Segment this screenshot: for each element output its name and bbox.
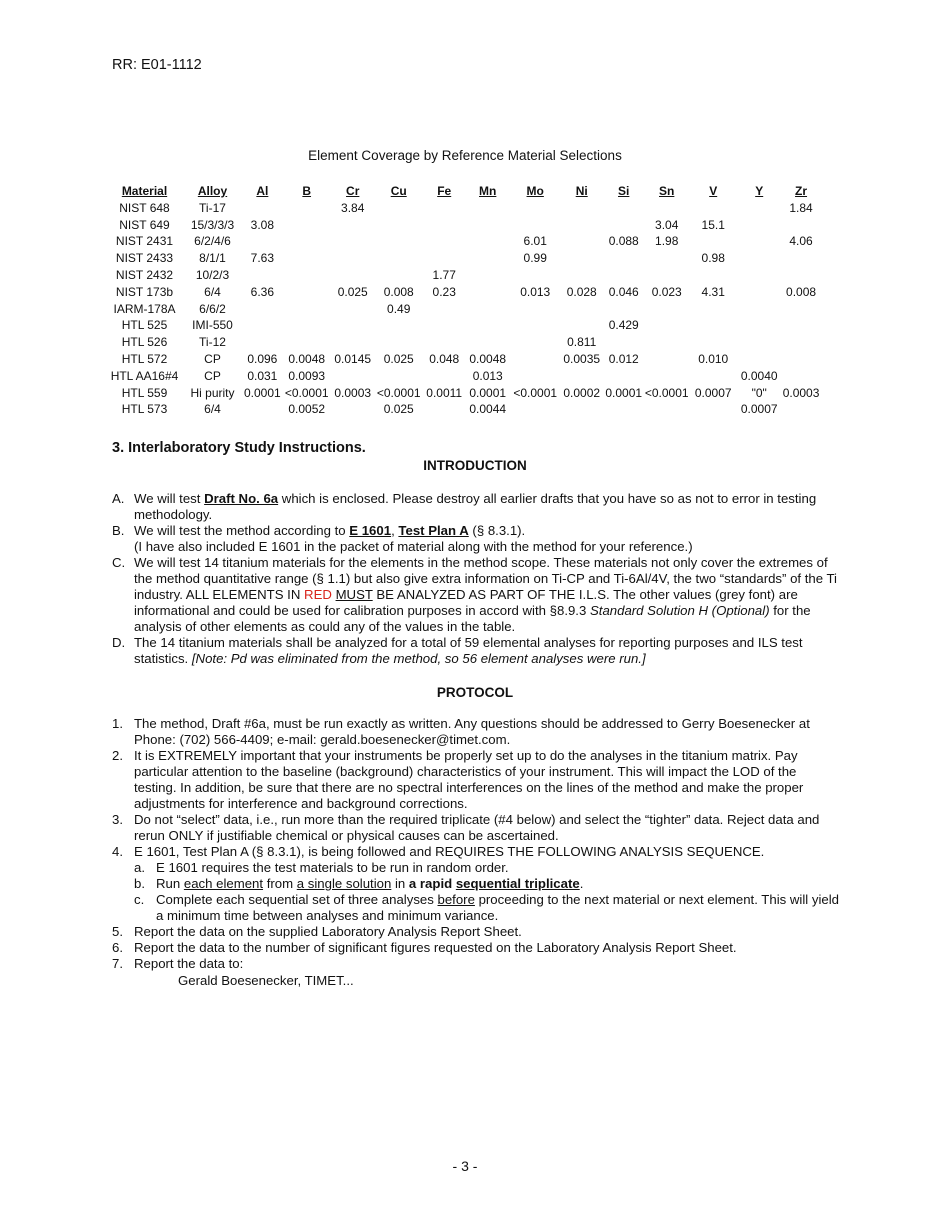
value-cell: 0.0011	[426, 385, 463, 400]
item-text: Report the data to the number of significant figures requested on the Laboratory Analysis Report Sheet.	[134, 940, 737, 955]
value-cell	[244, 301, 281, 318]
value-cell: 7.63	[250, 251, 275, 266]
value-cell: 0.0001	[244, 385, 281, 400]
value-cell	[512, 351, 559, 368]
value-cell	[783, 334, 820, 351]
value-cell	[244, 200, 281, 217]
value-cell	[464, 317, 512, 334]
value-cell	[559, 401, 605, 418]
value-cell: 0.023	[651, 284, 682, 299]
value-cell	[281, 200, 333, 217]
value-cell	[643, 351, 691, 368]
value-cell: 3.84	[341, 200, 365, 215]
table-row	[108, 233, 819, 250]
value-cell	[512, 401, 559, 418]
value-cell	[605, 401, 643, 418]
value-cell: 15.1	[701, 217, 725, 232]
value-cell	[783, 368, 820, 385]
list-marker: b.	[134, 876, 145, 891]
value-cell	[512, 301, 559, 318]
alloy-cell: 6/2/4/6	[194, 234, 231, 249]
value-cell	[736, 351, 783, 368]
column-header: Cr	[346, 184, 360, 198]
sub-list-item	[134, 876, 840, 892]
list-marker: 7.	[112, 956, 123, 971]
material-cell: HTL 572	[121, 351, 168, 366]
value-cell	[605, 217, 643, 234]
value-cell	[512, 217, 559, 234]
value-cell	[643, 334, 691, 351]
value-cell	[643, 368, 691, 385]
value-cell	[691, 233, 736, 250]
report-recipient: Gerald Boesenecker, TIMET...	[178, 973, 354, 988]
value-cell	[783, 250, 820, 267]
list-marker: B.	[112, 523, 125, 538]
value-cell	[333, 401, 373, 418]
value-cell	[736, 267, 783, 284]
value-cell	[281, 250, 333, 267]
value-cell	[736, 250, 783, 267]
material-cell: HTL AA16#4	[110, 368, 179, 383]
value-cell	[643, 250, 691, 267]
column-header: Mn	[479, 184, 497, 198]
alloy-cell: 6/6/2	[199, 301, 226, 316]
item-text: Complete each sequential set of three analyses	[156, 892, 438, 907]
introduction-list	[112, 491, 840, 667]
introduction-heading: INTRODUCTION	[423, 458, 527, 473]
material-cell: HTL 526	[121, 335, 168, 350]
value-cell	[643, 317, 691, 334]
material-cell: HTL 559	[121, 385, 168, 400]
item-text: in	[391, 876, 409, 891]
column-header: Alloy	[197, 184, 228, 198]
list-item	[112, 812, 840, 844]
value-cell	[464, 233, 512, 250]
value-cell	[244, 334, 281, 351]
value-cell	[464, 267, 512, 284]
table-row	[108, 385, 819, 402]
value-cell	[373, 217, 425, 234]
value-cell	[425, 233, 464, 250]
item-text: which is enclosed. Please destroy all earlier drafts that you have so as not to error in testing methodology.	[134, 491, 817, 522]
value-cell	[425, 301, 464, 318]
value-cell	[281, 233, 333, 250]
table-row	[108, 317, 819, 334]
value-cell: 0.048	[429, 351, 460, 366]
value-cell: 0.0052	[288, 402, 326, 417]
list-item	[112, 940, 840, 956]
value-cell: 0.008	[786, 284, 817, 299]
value-cell: 3.04	[655, 217, 679, 232]
value-cell	[783, 217, 820, 234]
value-cell	[333, 267, 373, 284]
value-cell	[464, 200, 512, 217]
alloy-cell: Ti-12	[199, 335, 226, 350]
value-cell: 1.84	[789, 200, 813, 215]
value-cell: 0.0001	[469, 385, 507, 400]
value-cell: 0.0048	[469, 351, 507, 366]
section-heading: 3. Interlaboratory Study Instructions.	[112, 440, 366, 456]
table-row	[108, 351, 819, 368]
value-cell	[425, 334, 464, 351]
value-cell	[464, 334, 512, 351]
value-cell	[373, 250, 425, 267]
value-cell: 0.0044	[469, 402, 507, 417]
page-number: - 3 -	[452, 1158, 478, 1174]
value-cell: 0.088	[608, 234, 639, 249]
list-item	[112, 491, 840, 523]
red-emphasis: RED	[304, 587, 332, 602]
element-coverage-table	[108, 183, 819, 418]
list-item	[112, 635, 840, 667]
alloy-cell: Ti-17	[199, 200, 226, 215]
column-header: Y	[755, 184, 764, 198]
value-cell	[512, 200, 559, 217]
list-marker: C.	[112, 555, 126, 570]
value-cell	[333, 368, 373, 385]
value-cell	[281, 317, 333, 334]
value-cell: 0.0002	[563, 385, 601, 400]
column-header: Fe	[437, 184, 452, 198]
value-cell	[244, 233, 281, 250]
value-cell: 0.0093	[288, 368, 326, 383]
item-text: Report the data to:	[134, 956, 244, 971]
table-row	[108, 284, 819, 301]
value-cell: "0"	[751, 385, 767, 400]
value-cell	[464, 301, 512, 318]
item-text: It is EXTREMELY important that your instruments be properly set up to do the analyses in the titanium matrix. Pay particular attention to the baseline (background) characteristics of your instrument. This will impact the LOD of the testing. In addition, be sure that there are no spectral interferences on the lines of the method and make the proper adjustments for interference and background corrections.	[134, 748, 804, 811]
value-cell	[281, 267, 333, 284]
value-cell	[281, 284, 333, 301]
sub-list-item	[134, 892, 840, 924]
column-header: Zr	[795, 184, 808, 198]
value-cell: 3.08	[250, 217, 275, 232]
list-item	[112, 844, 840, 924]
value-cell	[425, 401, 464, 418]
value-cell	[783, 317, 820, 334]
item-text: Report the data on the supplied Laboratory Analysis Report Sheet.	[134, 924, 522, 939]
item-text: We will test the method according to	[134, 523, 350, 538]
value-cell: <0.0001	[284, 385, 329, 400]
material-cell: IARM-178A	[113, 301, 176, 316]
column-header: Ni	[575, 184, 588, 198]
value-cell: 0.0048	[288, 351, 326, 366]
material-cell: NIST 2433	[115, 251, 174, 266]
value-cell	[736, 284, 783, 301]
value-cell	[736, 200, 783, 217]
value-cell: 0.013	[520, 284, 551, 299]
value-cell: 4.31	[701, 284, 725, 299]
material-cell: HTL 573	[121, 402, 168, 417]
value-cell	[373, 334, 425, 351]
value-cell	[281, 301, 333, 318]
list-item	[112, 555, 840, 635]
italic-reference: Standard Solution H (Optional)	[589, 603, 770, 618]
value-cell	[736, 233, 783, 250]
value-cell	[333, 217, 373, 234]
value-cell	[281, 217, 333, 234]
value-cell	[425, 317, 464, 334]
value-cell: 0.028	[566, 284, 597, 299]
value-cell	[559, 233, 605, 250]
column-header: Mo	[526, 184, 544, 198]
value-cell	[373, 200, 425, 217]
value-cell	[605, 368, 643, 385]
value-cell	[691, 267, 736, 284]
column-header: Al	[256, 184, 269, 198]
sub-list-item	[134, 860, 840, 876]
alloy-cell: IMI-550	[192, 318, 233, 333]
list-marker: D.	[112, 635, 126, 650]
value-cell	[605, 301, 643, 318]
value-cell	[736, 317, 783, 334]
value-cell: 0.99	[523, 251, 547, 266]
alloy-cell: 6/4	[204, 284, 221, 299]
item-text: ,	[391, 523, 399, 538]
item-text: BE ANALYZED AS PART OF THE I.L.S. The other values (grey font) are informational and could be used for calibration purposes in accord with §8.9.3	[134, 587, 798, 618]
list-marker: c.	[134, 892, 145, 907]
column-header: V	[709, 184, 718, 198]
underlined-text: each element	[183, 876, 264, 891]
value-cell	[643, 267, 691, 284]
item-text: The method, Draft #6a, must be run exactly as written. Any questions should be addressed to Gerry Boesenecker at Phone: (702) 566-4409; e-mail: gerald.boesenecker@timet.com.	[134, 716, 810, 747]
material-cell: NIST 648	[119, 200, 170, 215]
list-marker: 2.	[112, 748, 123, 763]
column-header: Si	[618, 184, 630, 198]
list-marker: 1.	[112, 716, 123, 731]
table-row	[108, 334, 819, 351]
value-cell: <0.0001	[644, 385, 689, 400]
value-cell	[244, 317, 281, 334]
value-cell	[464, 250, 512, 267]
list-item	[112, 523, 840, 555]
value-cell	[605, 334, 643, 351]
value-cell: 0.046	[608, 284, 639, 299]
table-row	[108, 301, 819, 318]
value-cell: 0.0003	[782, 385, 820, 400]
value-cell: 1.98	[655, 234, 679, 249]
value-cell	[373, 368, 425, 385]
value-cell: 0.98	[701, 251, 725, 266]
item-text: .	[579, 876, 584, 891]
value-cell	[691, 317, 736, 334]
bold-text: a rapid	[408, 876, 456, 891]
value-cell: 0.096	[247, 351, 278, 366]
alloy-cell: 15/3/3/3	[190, 217, 235, 232]
value-cell	[736, 301, 783, 318]
value-cell	[333, 250, 373, 267]
value-cell	[333, 233, 373, 250]
list-marker: a.	[134, 860, 145, 875]
draft-reference: Draft No. 6a	[204, 491, 279, 506]
list-marker: 5.	[112, 924, 123, 939]
list-marker: 4.	[112, 844, 123, 859]
value-cell	[691, 200, 736, 217]
underlined-text: before	[437, 892, 475, 907]
table-header-row	[108, 183, 819, 200]
value-cell	[425, 368, 464, 385]
value-cell: 0.0003	[334, 385, 372, 400]
table-row	[108, 250, 819, 267]
value-cell	[464, 284, 512, 301]
value-cell	[691, 334, 736, 351]
list-marker: A.	[112, 491, 125, 506]
list-item	[112, 716, 840, 748]
value-cell	[559, 200, 605, 217]
value-cell: 0.0040	[740, 368, 778, 383]
value-cell	[605, 267, 643, 284]
item-text: proceeding to the next material or next element. This will yield a minimum time between analyses and minimum variance.	[156, 892, 839, 923]
value-cell	[605, 250, 643, 267]
value-cell	[691, 301, 736, 318]
value-cell	[783, 301, 820, 318]
value-cell: 0.025	[383, 402, 414, 417]
value-cell	[559, 368, 605, 385]
column-header: B	[302, 184, 312, 198]
list-item	[112, 748, 840, 812]
value-cell	[373, 317, 425, 334]
value-cell	[559, 267, 605, 284]
must-emphasis: MUST	[335, 587, 373, 602]
list-item	[112, 956, 840, 972]
value-cell: 0.0035	[563, 351, 601, 366]
alloy-cell: 8/1/1	[199, 251, 226, 266]
document-reference: RR: E01-1112	[112, 57, 202, 73]
item-text: We will test 14 titanium materials for the elements in the method scope. These materials not only cover the extremes of the method quantitative range (§ 1.1) but also give extra information on Ti-CP and Ti-6Al/4V, the two “standards” of the Ti industry. ALL ELEMENTS IN	[134, 555, 837, 602]
material-cell: NIST 2432	[115, 267, 174, 282]
value-cell	[643, 200, 691, 217]
value-cell: 0.031	[247, 368, 278, 383]
item-text: The 14 titanium materials shall be analyzed for a total of 59 elemental analyses for reporting purposes and ILS test statistics.	[134, 635, 803, 666]
value-cell	[643, 401, 691, 418]
value-cell: 0.0145	[334, 351, 372, 366]
table-row	[108, 368, 819, 385]
protocol-list	[112, 716, 840, 972]
alloy-cell: 6/4	[204, 402, 221, 417]
value-cell	[512, 334, 559, 351]
value-cell: 0.013	[472, 368, 503, 383]
value-cell: 1.77	[432, 267, 456, 282]
value-cell	[373, 267, 425, 284]
value-cell	[512, 317, 559, 334]
material-cell: HTL 525	[121, 318, 168, 333]
underlined-text: a single solution	[296, 876, 392, 891]
material-cell: NIST 2431	[115, 234, 174, 249]
value-cell	[783, 401, 820, 418]
value-cell	[244, 401, 281, 418]
value-cell: 0.012	[608, 351, 639, 366]
value-cell	[373, 233, 425, 250]
list-marker: 6.	[112, 940, 123, 955]
list-marker: 3.	[112, 812, 123, 827]
table-row	[108, 200, 819, 217]
value-cell	[559, 301, 605, 318]
value-cell: 0.429	[608, 318, 639, 333]
item-text: from	[263, 876, 297, 891]
value-cell	[783, 267, 820, 284]
value-cell	[333, 334, 373, 351]
item-text: for the analysis of other elements as could any of the values in the table.	[134, 603, 811, 634]
value-cell	[736, 334, 783, 351]
value-cell: 0.0001	[605, 385, 643, 400]
value-cell: 0.025	[337, 284, 368, 299]
bold-underlined-text: sequential triplicate	[455, 876, 580, 891]
italic-note: [Note: Pd was eliminated from the method, so 56 element analyses were run.]	[191, 651, 646, 666]
value-cell: 0.23	[432, 284, 456, 299]
item-text: (I have also included E 1601 in the packet of material along with the method for your reference.)	[134, 539, 693, 554]
test-plan-reference: Test Plan A	[398, 523, 469, 538]
table-caption: Element Coverage by Reference Material Selections	[308, 148, 622, 163]
value-cell: 0.0007	[740, 402, 778, 417]
alloy-cell: CP	[204, 368, 221, 383]
value-cell	[425, 250, 464, 267]
protocol-heading: PROTOCOL	[436, 685, 514, 700]
item-text: Run	[156, 876, 184, 891]
list-item	[112, 924, 840, 940]
material-cell: NIST 173b	[115, 284, 174, 299]
value-cell	[605, 200, 643, 217]
value-cell: 0.49	[387, 301, 411, 316]
value-cell	[643, 301, 691, 318]
value-cell	[512, 368, 559, 385]
item-text: E 1601 requires the test materials to be run in random order.	[156, 860, 509, 875]
value-cell	[425, 200, 464, 217]
material-cell: NIST 649	[119, 217, 170, 232]
value-cell: 0.025	[383, 351, 414, 366]
value-cell	[425, 217, 464, 234]
item-text: We will test	[134, 491, 205, 506]
value-cell: 6.36	[250, 284, 275, 299]
value-cell: <0.0001	[513, 385, 558, 400]
value-cell: 0.010	[698, 351, 729, 366]
value-cell: 0.0007	[694, 385, 732, 400]
standard-reference: E 1601	[349, 523, 392, 538]
value-cell	[281, 334, 333, 351]
value-cell: 0.811	[567, 335, 597, 350]
alloy-cell: CP	[204, 351, 221, 366]
item-text: (§ 8.3.1).	[468, 523, 526, 538]
table-row	[108, 217, 819, 234]
table-body	[108, 200, 819, 418]
value-cell	[333, 301, 373, 318]
value-cell	[736, 217, 783, 234]
alloy-cell: Hi purity	[190, 385, 235, 400]
value-cell	[691, 368, 736, 385]
value-cell	[244, 267, 281, 284]
column-header: Material	[121, 184, 168, 198]
value-cell: 6.01	[523, 234, 547, 249]
table-row	[108, 401, 819, 418]
column-header: Cu	[390, 184, 407, 198]
value-cell	[559, 250, 605, 267]
value-cell: 0.008	[383, 284, 414, 299]
table-row	[108, 267, 819, 284]
item-text: Do not “select” data, i.e., run more than the required triplicate (#4 below) and select the “tighter” data. Reject data and rerun ONLY if justifiable chemical or physical causes can be ascertained.	[134, 812, 820, 843]
column-header: Sn	[659, 184, 675, 198]
value-cell	[783, 351, 820, 368]
value-cell	[333, 317, 373, 334]
value-cell	[559, 217, 605, 234]
item-text: E 1601, Test Plan A (§ 8.3.1), is being followed and REQUIRES THE FOLLOWING ANALYSIS SEQUENCE.	[134, 844, 765, 859]
value-cell: 4.06	[789, 234, 813, 249]
value-cell	[512, 267, 559, 284]
alloy-cell: 10/2/3	[195, 267, 230, 282]
value-cell	[464, 217, 512, 234]
value-cell: <0.0001	[376, 385, 421, 400]
value-cell	[559, 317, 605, 334]
value-cell	[691, 401, 736, 418]
